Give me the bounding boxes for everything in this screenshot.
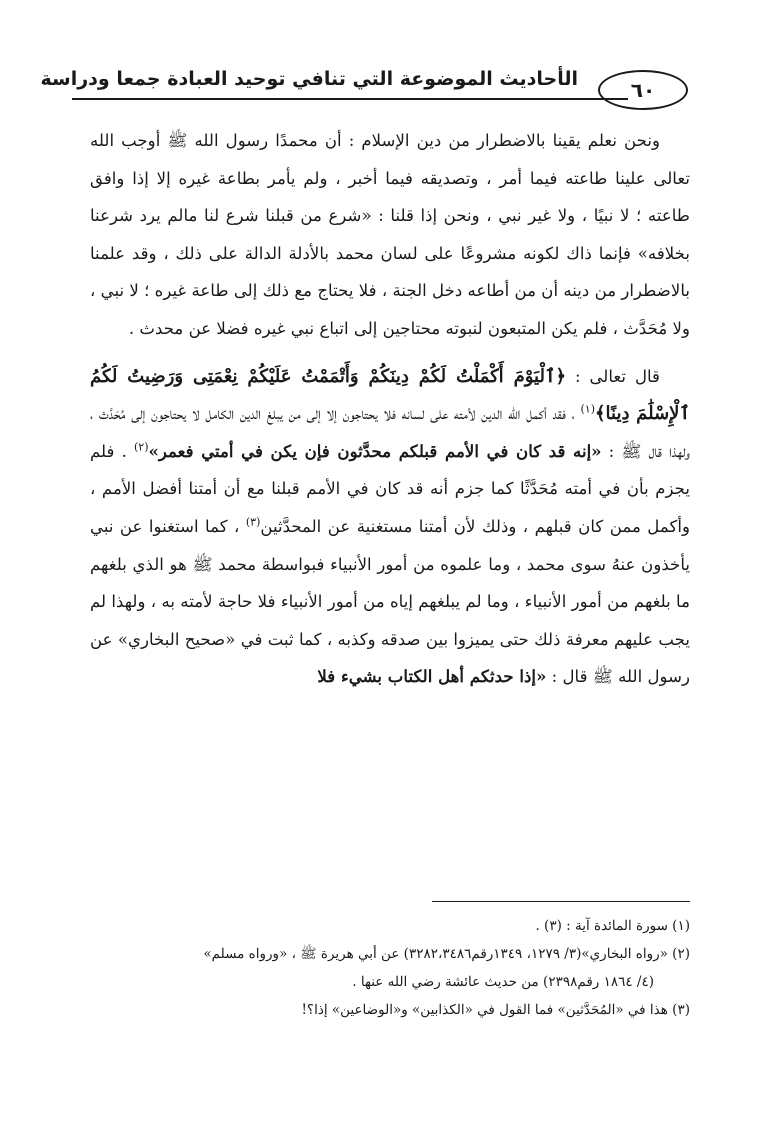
paragraph-1: ونحن نعلم يقينا بالاضطرار من دين الإسلام : أن محمدًا رسول الله ﷺ أوجب الله تعالى علينا طاعته فيما أمر ، وتصديقه فيما أخبر ، ولم يأمر بطاعة غيره إلا إذا وافق طاعته ؛ لا نبيًا ، ولا غير نبي ، ونحن إذا قلنا : «شرع من قبلنا شرع لنا مالم يرد شرعنا بخلافه» فإنما ذاك لكونه مشروعًا على لسان محمد بالأدلة الدالة على ذلك ، وقد علمنا بالاضطرار من دينه أن من أطاعه دخل الجنة ، فلا يحتاج مع ذلك إلى طاعة غيره ؛ لا نبي ، ولا مُحَدَّث ، فلم يكن المتبعون لنبوته محتاجين إلى اتباع نبي غيره فضلا عن محدث . xyxy=(90,131,690,338)
paragraph-2-part-b: . فلم يجزم بأن في أمته مُحَدَّثًا كما جزم أنه قد كان في الأمم قبلنا مع أن أمتنا أفضل الأمم ، وأكمل ممن كان قبلهم ، وذلك لأن أمتنا مستغنية عن المحدَّثين xyxy=(90,441,690,536)
paragraph-2 xyxy=(90,358,690,696)
running-header xyxy=(40,64,688,106)
paragraph-2-part-a: ، فقد أكمل الله الدين لأمته على لسانه فلا يحتاجون إلا إلى من يبلغ الدين الكامل لا يحتاجون إلى مُحَدَّث ، ولهذا قال ﷺ : xyxy=(90,404,690,461)
hadith-quote-2: «إذا حدثكم أهل الكتاب بشيء فلا xyxy=(317,666,547,687)
footnotes xyxy=(90,912,690,1024)
main-text xyxy=(90,122,690,696)
footnote-ref-2: (٢) xyxy=(134,440,149,454)
footnote-rule xyxy=(432,901,690,902)
quran-verse: ﴿ٱلْيَوْمَ أَكْمَلْتُ لَكُمْ دِينَكُمْ وَأَتْمَمْتُ عَلَيْكُمْ نِعْمَتِى وَرَضِيتُ لَكُمُ ٱلْإِسْلَٰمَ دِينًا﴾ xyxy=(90,365,690,425)
footnote-ref-1: (١) xyxy=(580,402,595,416)
page-number: ٦٠ xyxy=(598,70,688,110)
hadith-quote-1: «إنه قد كان في الأمم قبلكم محدَّثون فإن يكن في أمتي فعمر» xyxy=(148,440,602,461)
footnote-2-continued: (٤/ ١٨٦٤ رقم٢٣٩٨) من حديث عائشة رضي الله عنها . xyxy=(352,974,654,990)
running-title: الأحاديث الموضوعة التي تنافي توحيد العبادة جمعا ودراسة xyxy=(40,68,578,90)
paragraph-2-intro: قال تعالى : xyxy=(566,366,660,386)
paragraph-2-part-c: ، كما استغنوا عن نبي يأخذون عنهُ سوى محمد ، وما علموه من أمور الأنبياء فبواسطة محمد ﷺ هو الذي بلغهم ما بلغهم من أمور الأنبياء ، وما لم يبلغهم إياه من أمور الأنبياء فلا حاجة لأمته به ، ولهذا لم يجب عليهم معرفة ذلك حتى يميزوا بين صدقه وكذبه ، كما ثبت في «صحيح البخاري» عن رسول الله ﷺ قال : xyxy=(90,516,690,687)
header-rule xyxy=(72,98,628,100)
footnote-3: (٣) هذا في «المُحَدَّثين» فما القول في «الكذابين» و«الوضاعين» إذا؟! xyxy=(301,1002,690,1018)
footnote-2: (٢) «رواه البخاري»(٣/ ١٢٧٩، ١٣٤٩رقم٣٢٨٢،٣٤٨٦) عن أبي هريرة ﷺ ، «ورواه مسلم» xyxy=(203,946,690,962)
footnote-ref-3: (٣) xyxy=(245,515,261,529)
footnote-1: (١) سورة المائدة آية : (٣) . xyxy=(535,918,690,934)
